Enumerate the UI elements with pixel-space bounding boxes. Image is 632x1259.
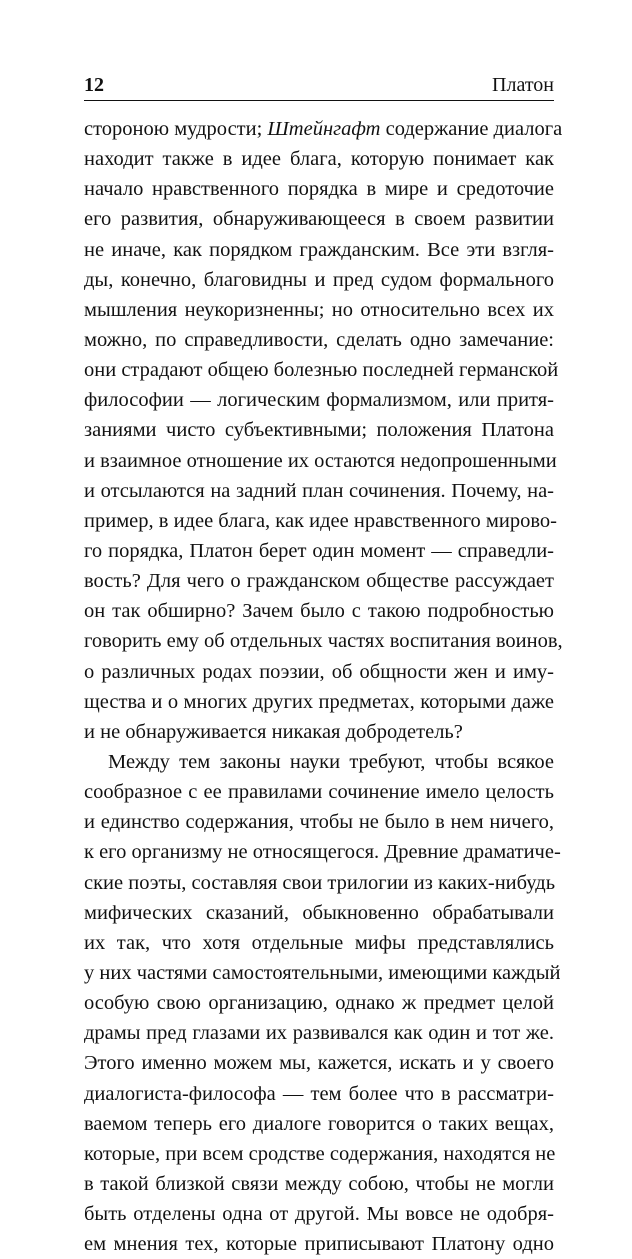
- text-line-14: пример, в идее блага, как идее нравственного мирово-: [84, 509, 557, 532]
- text-line-31: драмы пред глазами их развивался как один и тот же.: [84, 1022, 554, 1045]
- text-line-37: быть отделены одна от другой. Мы вовсе не одобря-: [84, 1203, 554, 1226]
- text-line-22: Между тем законы науки требуют, чтобы всякое: [108, 750, 554, 773]
- text-line-36: в такой близкой связи между собою, чтобы не могли: [84, 1172, 554, 1195]
- text-line-30: особую свою организацию, однако ж предмет целой: [84, 992, 554, 1015]
- text-line-35: которые, при всем сродстве содержания, находятся не: [84, 1142, 556, 1165]
- text-line-23: сообразное с ее правилами сочинение имело целость: [84, 781, 554, 804]
- text-line-6: ды, конечно, благовидны и пред судом формального: [84, 268, 554, 291]
- text-line-25: к его организму не относящегося. Древние драматиче-: [84, 841, 561, 864]
- text-line-27: мифических сказаний, обыкновенно обрабатывали: [84, 901, 554, 924]
- text-line-15: го порядка, Платон берет один момент — справедли-: [84, 539, 554, 562]
- text-line-20: щества и о многих других предметах, которыми даже: [84, 690, 554, 713]
- text-line-18: говорить ему об отдельных частях воспитания воинов,: [84, 630, 563, 653]
- body-text: [84, 114, 563, 1259]
- text-line-28: их так, что хотя отдельные мифы представлялись: [84, 931, 554, 954]
- text-line-29: у них частями самостоятельными, имеющими каждый: [84, 961, 561, 984]
- text-line-10: философии — логическим формализмом, или притя-: [84, 389, 554, 412]
- author-name-emphasis: Штейнгафт: [267, 118, 381, 140]
- text-line-8: можно, по справедливости, сделать одно замечание:: [84, 328, 554, 351]
- text-line-17: он так обширно? Зачем было с такою подробностью: [84, 600, 554, 623]
- text-line-4: его развития, обнаруживающееся в своем развитии: [84, 208, 554, 231]
- text-line-7: мышления неукоризненны; но относительно всех их: [84, 298, 554, 321]
- running-title: Платон: [492, 74, 554, 96]
- text-line-19: о различных родах поэзии, об общности жен и иму-: [84, 660, 554, 683]
- text-line-32: Этого именно можем мы, кажется, искать и у своего: [84, 1052, 554, 1075]
- text-line-2: находит также в идее блага, которую понимает как: [84, 148, 554, 171]
- text-line-9: они страдают общею болезнью последней германской: [84, 359, 559, 382]
- text-line-34: ваемом теперь его диалоге говорится о таких вещах,: [84, 1112, 554, 1135]
- text-line-24: и единство содержания, чтобы не было в нем ничего,: [84, 811, 554, 834]
- text-line-12: и взаимное отношение их остаются недопрошенными: [84, 449, 557, 472]
- text-line-33: диалогиста-философа — тем более что в рассматри-: [84, 1082, 554, 1105]
- text-line-5: не иначе, как порядком гражданским. Все эти взгля-: [84, 238, 554, 261]
- text-line-21: и не обнаруживается никакая добродетель?: [84, 720, 463, 743]
- text-line-16: вость? Для чего о гражданском обществе рассуждает: [84, 570, 554, 593]
- text-line-26: ские поэты, составляя свои трилогии из каких-нибудь: [84, 871, 556, 894]
- book-page: [84, 0, 563, 1256]
- text-line-3: начало нравственного порядка в мире и средоточие: [84, 178, 554, 201]
- text-line-11: заниями чисто субъективными; положения Платона: [84, 419, 554, 442]
- page-number: 12: [84, 74, 104, 96]
- text-line-38: ем мнения тех, которые приписывают Платону одно: [84, 1233, 554, 1256]
- text-line-1: сторонoю мудрости; Штейнгафт содержание диалога: [84, 118, 563, 140]
- running-head: [84, 70, 554, 101]
- text-line-13: и отсылаются на задний план сочинения. Почему, на-: [84, 479, 554, 502]
